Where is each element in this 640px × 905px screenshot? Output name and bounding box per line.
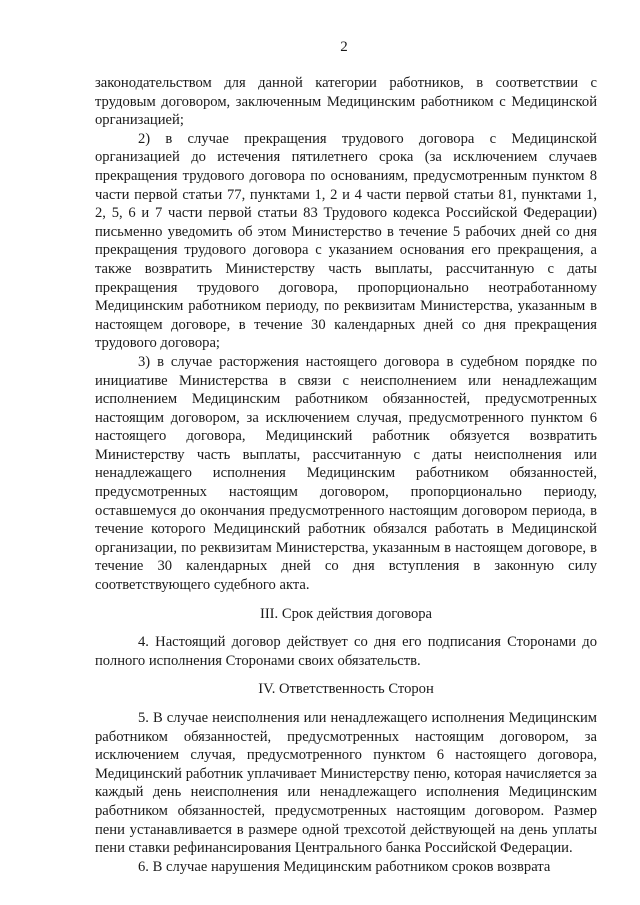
section-heading-term: III. Срок действия договора	[259, 605, 433, 622]
paragraph-4: 4. Настоящий договор действует со дня его подписания Сторонами до полного исполнения Сторонами своих обязательств.	[95, 634, 597, 669]
paragraph-6: 6. В случае нарушения Медицинским работником сроков возврата	[138, 858, 551, 875]
document-page	[95, 38, 597, 876]
paragraph-item-2: 2) в случае прекращения трудового договора с Медицинской организацией до истечения пятилетнего срока (за исключением случаев прекращения трудового договора по основаниям, предусмотренным пунктом 8 части первой статьи 77, пунктами 1, 2 и 4 части первой статьи 81, пунктами 1, 2, 5, 6 и 7 части первой статьи 83 Трудового кодекса Российской Федерации) письменно уведомить об этом Министерство в течение 5 рабочих дней со дня прекращения трудового договора с указанием основания его прекращения, а также возвратить Министерству часть выплаты, рассчитанную с даты прекращения трудового договора, пропорционально неотработанному Медицинским работником периоду, по реквизитам Министерства, указанным в настоящем договоре, в течение 30 календарных дней со дня прекращения трудового договора;	[95, 130, 597, 352]
paragraph-item-3: 3) в случае расторжения настоящего договора в судебном порядке по инициативе Министерства в связи с неисполнением или ненадлежащим исполнением Медицинским работником обязанностей, предусмотренных настоящим договором, за исключением случая, предусмотренного пунктом 6 настоящего договора, Медицинский работник обязуется возвратить Министерству часть выплаты, рассчитанную с даты неисполнения или ненадлежащего исполнения Медицинским работником обязанностей, предусмотренных настоящим договором, пропорционально периоду, оставшемуся до окончания предусмотренного настоящим договором периода, в течение которого Медицинский работник обязался работать в Медицинской организации, по реквизитам Министерства, указанным в настоящем договоре, в течение 30 календарных дней со дня вступления в законную силу соответствующего судебного акта.	[95, 353, 597, 594]
paragraph-continuation: законодательством для данной категории работников, в соответствии с трудовым договором, заключенным Медицинским работником с Медицинской организацией;	[95, 75, 597, 129]
paragraph-5: 5. В случае неисполнения или ненадлежащего исполнения Медицинским работником обязанностей, предусмотренных настоящим договором, за исключением случая, предусмотренного пунктом 6 настоящего договора, Медицинский работник уплачивает Министерству пеню, которая начисляется за каждый день неисполнения или ненадлежащего исполнения Медицинским работником обязанностей, предусмотренных настоящим договором. Размер пени устанавливается в размере одной трехсотой действующей на день уплаты пени ставки рефинансирования Центрального банка Российской Федерации.	[95, 710, 597, 857]
section-heading-liability: IV. Ответственность Сторон	[258, 681, 434, 698]
page-number: 2	[340, 39, 348, 55]
